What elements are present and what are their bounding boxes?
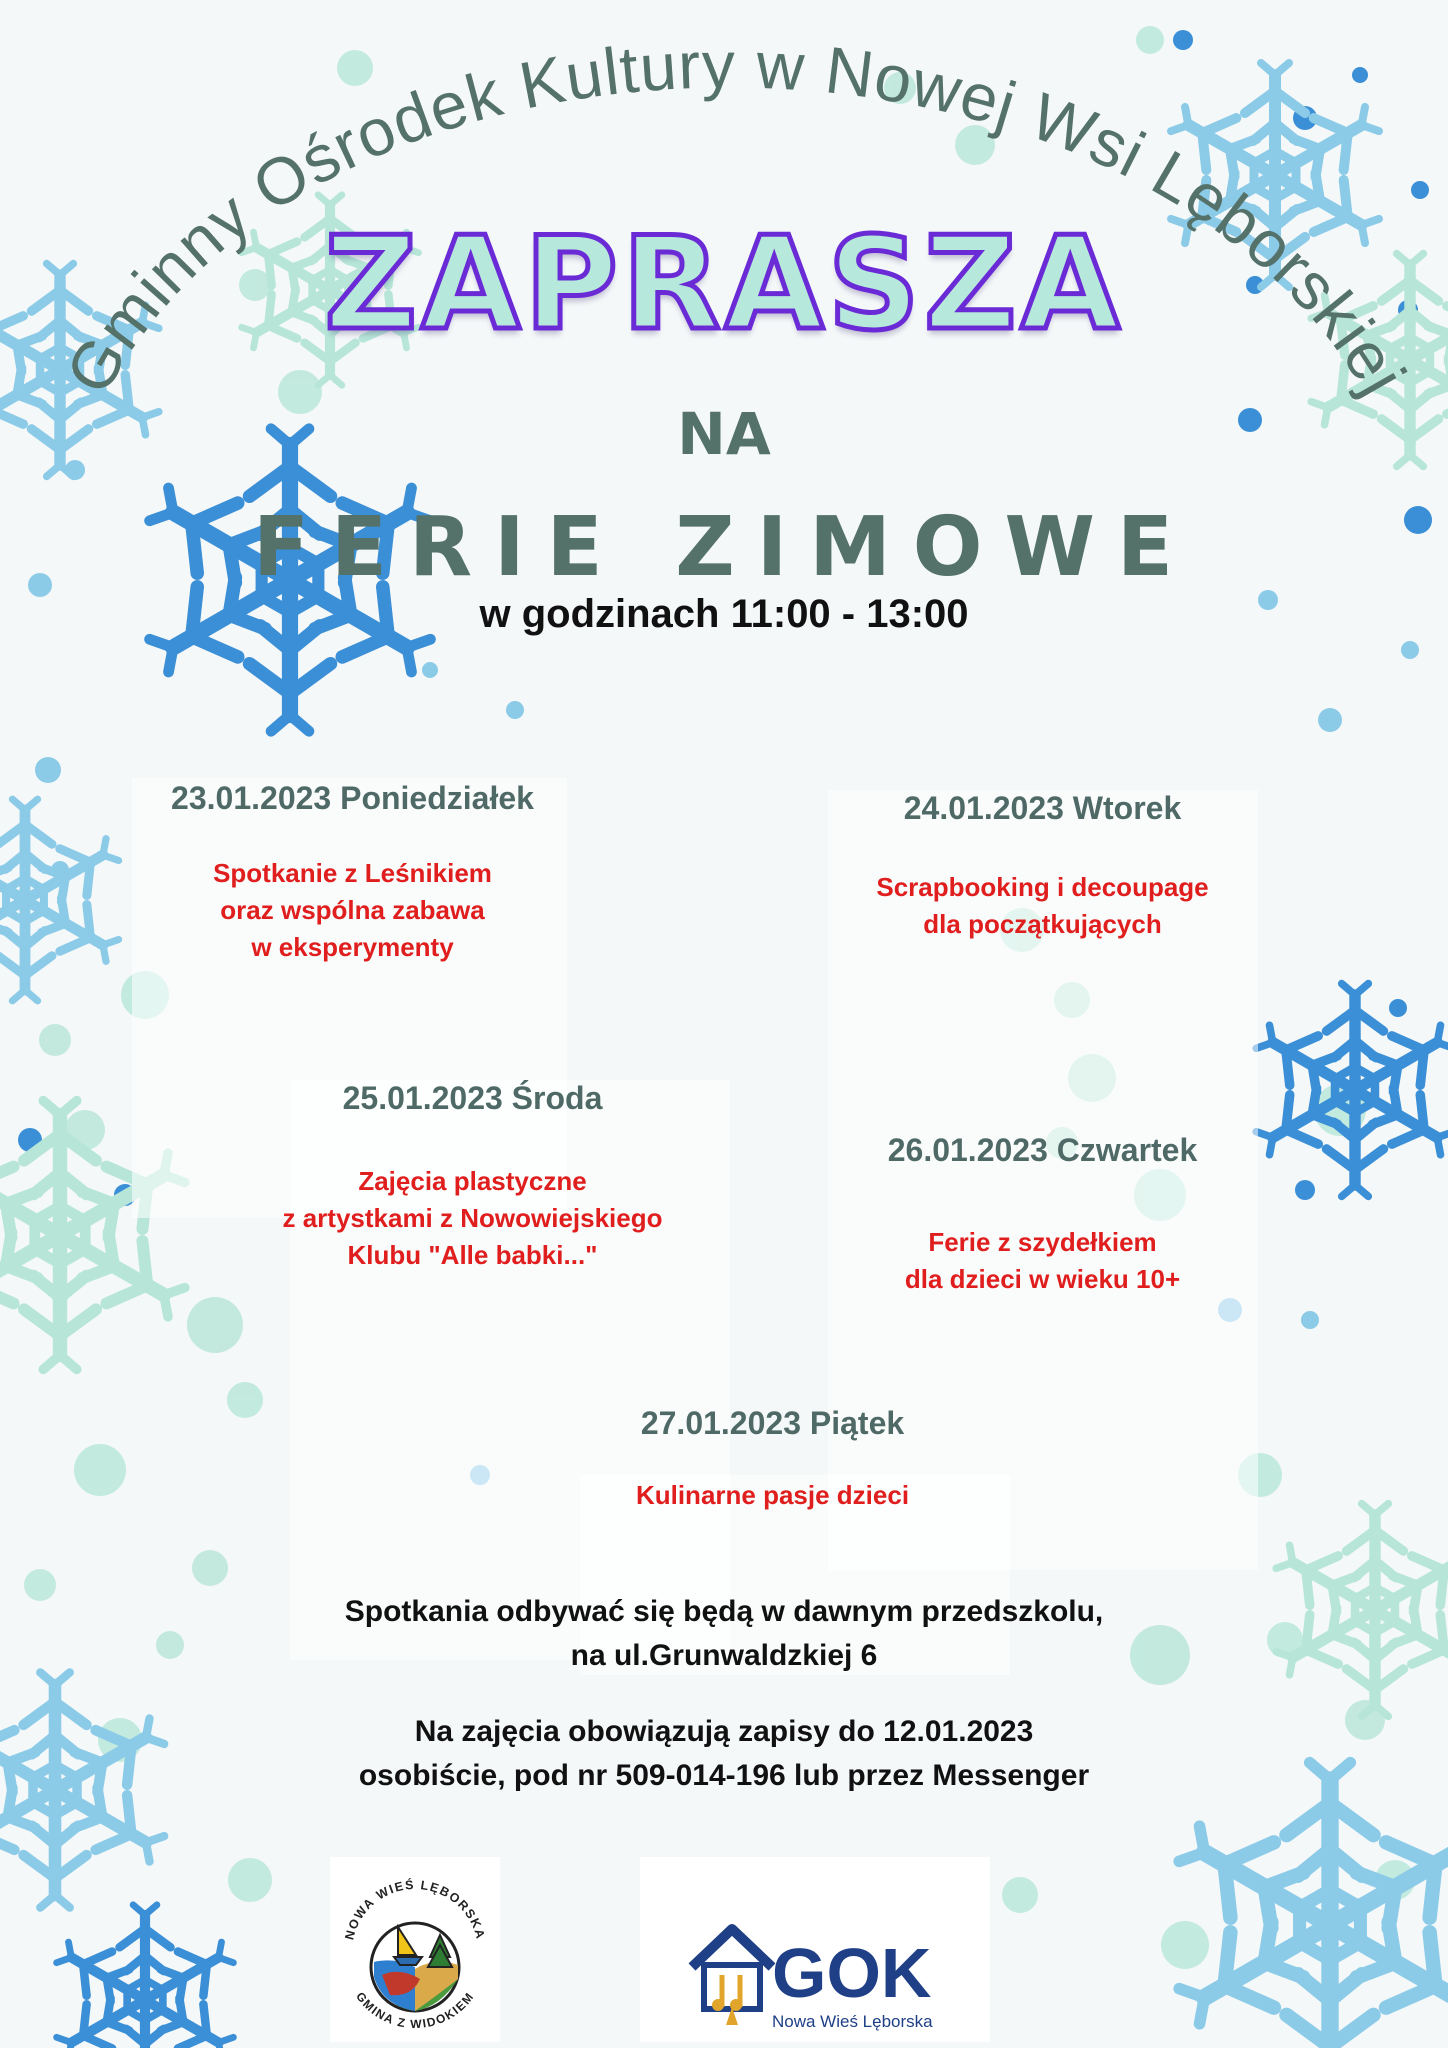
event-hours: w godzinach 11:00 - 13:00	[479, 592, 969, 636]
gok-logo	[640, 1857, 990, 2042]
day-tuesday: 24.01.2023 Wtorek	[903, 790, 1182, 826]
activity-wednesday	[220, 1163, 725, 1274]
activity-thursday	[790, 1224, 1295, 1298]
activity-line: Klubu "Alle babki..."	[347, 1240, 598, 1270]
registration-info	[0, 1710, 1448, 1798]
day-monday: 23.01.2023 Poniedziałek	[171, 780, 534, 816]
day-friday: 27.01.2023 Piątek	[640, 1405, 905, 1441]
activity-line: Kulinarne pasje dzieci	[635, 1480, 910, 1510]
gmina-emblem-icon	[330, 1857, 500, 2042]
location-info	[0, 1590, 1448, 1678]
activity-line: Spotkanie z Leśnikiem	[213, 858, 492, 888]
event-title: FERIE ZIMOWE	[253, 500, 1195, 595]
svg-text:GMINA Z WIDOKIEM: GMINA Z WIDOKIEM	[353, 1989, 477, 2032]
activity-line: Zajęcia plastyczne	[358, 1166, 587, 1196]
gmina-logo	[330, 1857, 500, 2042]
activity-line: Ferie z szydełkiem	[928, 1227, 1157, 1257]
registration-line-1: Na zajęcia obowiązują zapisy do 12.01.2023	[414, 1715, 1034, 1748]
activity-friday	[520, 1477, 1025, 1514]
location-line-2: na ul.Grunwaldzkiej 6	[570, 1639, 878, 1672]
activity-line: dla początkujących	[923, 909, 1162, 939]
gok-house-icon	[640, 1857, 990, 2042]
day-thursday: 26.01.2023 Czwartek	[887, 1132, 1198, 1168]
gok-name: GOK	[772, 1934, 932, 2012]
activity-line: dla dzieci w wieku 10+	[904, 1264, 1181, 1294]
on-word: NA	[677, 400, 771, 468]
activity-monday	[100, 855, 605, 966]
activity-line: oraz wspólna zabawa	[220, 895, 485, 925]
activity-line: z artystkami z Nowowiejskiego	[282, 1203, 663, 1233]
gok-subtitle: Nowa Wieś Lęborska	[772, 2012, 933, 2031]
activity-line: w eksperymenty	[251, 932, 454, 962]
activity-line: Scrapbooking i decoupage	[876, 872, 1209, 902]
registration-line-2: osobiście, pod nr 509-014-196 lub przez Messenger	[358, 1759, 1090, 1792]
organizer-name: Gminny Ośrodek Kultury w Nowej Wsi Lęborskiej	[50, 27, 1421, 408]
location-line-1: Spotkania odbywać się będą w dawnym przedszkolu,	[344, 1595, 1104, 1628]
svg-text:NOWA WIEŚ LĘBORSKA: NOWA WIEŚ LĘBORSKA	[342, 1877, 488, 1942]
day-wednesday: 25.01.2023 Środa	[342, 1080, 603, 1116]
activity-tuesday	[790, 869, 1295, 943]
invite-heading: ZAPRASZA	[324, 210, 1124, 359]
